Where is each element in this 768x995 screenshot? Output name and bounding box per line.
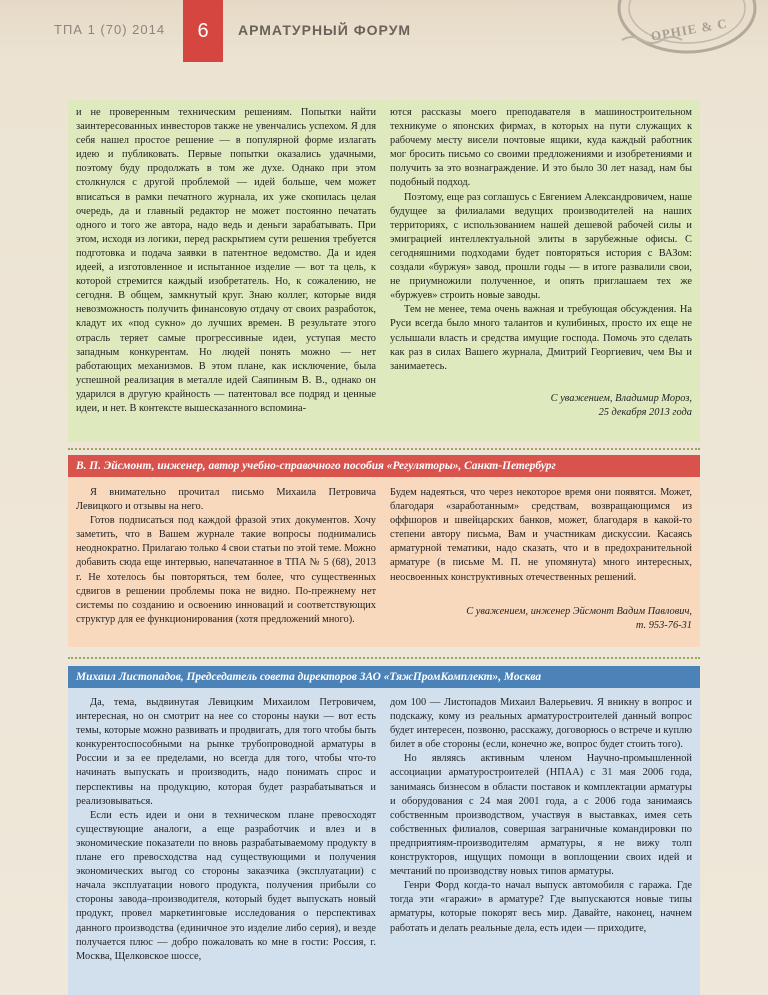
letter-eysmont-box — [68, 477, 700, 647]
signature-date: 25 декабря 2013 года — [598, 406, 692, 418]
letter-listopadov-box — [68, 688, 700, 995]
letter-eysmont-col1 — [76, 486, 376, 627]
section-divider — [68, 448, 700, 450]
paragraph: Генри Форд когда-то начал выпуск автомобиля с гаража. Где тогда эти «гаражи» в арматуре? Где выпускаются новые типы арматуры, которые покорят весь мир. Давайте, наконец, начнем работать и делать реальные дела, есть идеи — приходите, — [390, 880, 692, 934]
stamp-text: OPHIE & C — [649, 15, 729, 44]
signature-phone: т. 953-76-31 — [635, 619, 692, 631]
letter-moroz-box — [68, 100, 700, 442]
paragraph: Да, тема, выдвинутая Левицким Михаилом Петровичем, интересная, но он смотрит на нее со стороны науки — вот есть темы, которые можно развивать и продвигать, для того чтобы быть конкурентоспособными на рынке трубопроводной арматуры в России и за ее пределами, но всегда для того, чтобы что-то начинать выпускать и производить, надо понимать спрос и перспективы на продукцию, которая будет разрабатываться и реализовываться. — [76, 697, 376, 807]
signature-name: С уважением, Владимир Мороз, — [550, 392, 692, 404]
paragraph: Но являясь активным членом Научно-промышленной ассоциации арматуростроителей (НПАА) с 31 мая 2006 года, занимаясь бизнесом в области поставок и комплектации арматуры и оборудования с 24 мая 2001 года, а с 2006 года занимаясь собственным производством, участвуя в выставках, имея сеть собственных филиалов, совершая заграничные командировки по предприятиям-производителям арматуры, я не вижу толп конструкторов, ищущих помощи в воплощении своих идей и мечтаний по производству новых типов арматуры. — [390, 753, 692, 878]
paragraph: Тем не менее, тема очень важная и требующая обсуждения. На Руси всегда было много талантов и кулибиных, просто их еще не услышали власть и средства имущие господа. Помочь это сделать как раз в силах Вашего журнала, Дмитрий Георгиевич, чем Вы и занимаетесь. — [390, 304, 692, 372]
postmark-stamp-icon — [612, 0, 762, 60]
paragraph: Я внимательно прочитал письмо Михаила Петровича Левицкого и отзывы на него. — [76, 487, 376, 513]
letter-listopadov-col2 — [390, 696, 692, 936]
signature-name: С уважением, инженер Эйсмонт Вадим Павлович, — [466, 605, 692, 617]
paragraph: Если есть идеи и они в техническом плане превосходят существующие аналоги, а еще разработчик и влез и в экономические показатели по вновь разрабатываемому продукту в плане его превосходства над существующими и получения экономических выгод со стороны заказчика (эксплуатации) с начала эксплуатации нового продукта, получения прибыли со стороны завода–производителя, который будет выпускать новый продукт, провел маркетинговые исследования о перспективах данного производства (единичное это изделие либо серия), и везде получается плюс — добро пожаловать ко мне в гости: Россия, г. Москва, Щелковское шоссе, — [76, 809, 376, 962]
paragraph: Поэтому, еще раз соглашусь с Евгением Александровичем, наше будущее за филиалами ведущих производителей на наших территориях, с использованием нашей дешевой рабочей силы и эмиграцией интеллектуальной элиты в зарубежные офисы. С сегодняшними подходами будет повторяться история с ВАЗом: создали «буржуя» завод, прошли годы — в итоге развалили свои, не приумножили полученное, и опять приглашаем тех же «буржуев» строить новые заводы. — [390, 191, 692, 302]
letter-eysmont-header: В. П. Эйсмонт, инженер, автор учебно-справочного пособия «Регуляторы», Санкт-Петербург — [68, 455, 700, 477]
letter-listopadov-col1 — [76, 696, 376, 964]
paragraph: дом 100 — Листопадов Михаил Валерьевич. Я вникну в вопрос и подскажу, кому из реальных арматуростроителей данный вопрос будет интересен, позвоню, расскажу, договорюсь о встрече и куплю билет в обе стороны (если, конечно же, вопрос будет стоить того). — [390, 697, 692, 751]
paragraph: ются рассказы моего преподавателя в машиностроительном техникуме о японских фирмах, в которых на пути служащих к рабочему месту висели почтовые ящики, куда каждый работник мог бросить письмо со своими предложениями и изобретениями и получить за это вознаграждение. И это было 30 лет назад, нам бы подобный подход. — [390, 107, 692, 189]
letter-moroz-col1 — [76, 106, 376, 416]
section-title: АРМАТУРНЫЙ ФОРУМ — [238, 22, 412, 38]
issue-label: ТПА 1 (70) 2014 — [54, 22, 166, 37]
paragraph: и не проверенным техническим решениям. Попытки найти заинтересованных инвесторов также не увенчались успехом. Я для себя нашел простое решение — в популярной форме излагать идею и публиковать. Первые попытки оказались удачными, поэтому буду продолжать в том же духе. Однако при этом столкнулся с другой проблемой — идей больше, чем может вписаться в рамки печатного журнала, их уже скопилась целая очередь, да и главный редактор не может постоянно печатать одного и того же автора, надо ведь и деньги зарабатывать. При этом, исходя из логики, перед раскрытием сути решения требуется подготовка и подача заявки в патентное ведомство. Да и идея идеей, а изготовленное и испытанное изделие — вот та цель, к которой стремится каждый изобретатель. Но, к сожалению, не сегодня. В общем, замкнутый круг. Знаю коллег, которые видя невозможность получить финансовую отдачу от своих разработок, кладут их «под сукно» до лучших времен. В результате этого отрасль теряет самые прогрессивные идеи, уступая место западным конкурентам. Но людей понять можно — нет работающих механизмов. В этом плане, как исключение, была успешной реализация в металле идей Саяпиным В. В., однако он ударился в другую крайность — патентовал все подряд и ценные идеи, и нет. В контексте вышесказанного вспомина- — [76, 107, 376, 414]
page-number-box — [183, 0, 223, 62]
page-number: 6 — [197, 20, 209, 42]
paragraph: Готов подписаться под каждой фразой этих документов. Хочу заметить, что в Вашем журнале такие вопросы поднимались неоднократно. Прилагаю только 4 свои статьи по этой теме. Можно добавить сюда еще интервью, напечатанное в ТПА № 5 (68), 2013 г. Не хотелось бы повторяться, тем более, что существенных сдвигов в решении проблемы пока не видно. По-прежнему нет системы по созданию и освоению инноваций и соответствующих структур для ее функционирования (хотя предложений много). — [76, 515, 376, 625]
letter-eysmont-col2 — [390, 486, 692, 633]
letter-moroz-col2 — [390, 106, 692, 420]
paragraph: Будем надеяться, что через некоторое время они появятся. Может, благодаря «заработанным» средствам, возвращающимся из оффшоров и швейцарских банков, может, благодаря в какой-то степени автору письма, Вам и участникам дискуссии. Касаясь арматурной тематики, надо сказать, что и в предохранительной арматуре (в письме М. П. не упомянута) много интересных, неосвоенных конструктивных отечественных решений. — [390, 487, 692, 583]
section-divider — [68, 657, 700, 659]
letter-listopadov-header: Михаил Листопадов, Председатель совета директоров ЗАО «ТяжПромКомплект», Москва — [68, 666, 700, 688]
